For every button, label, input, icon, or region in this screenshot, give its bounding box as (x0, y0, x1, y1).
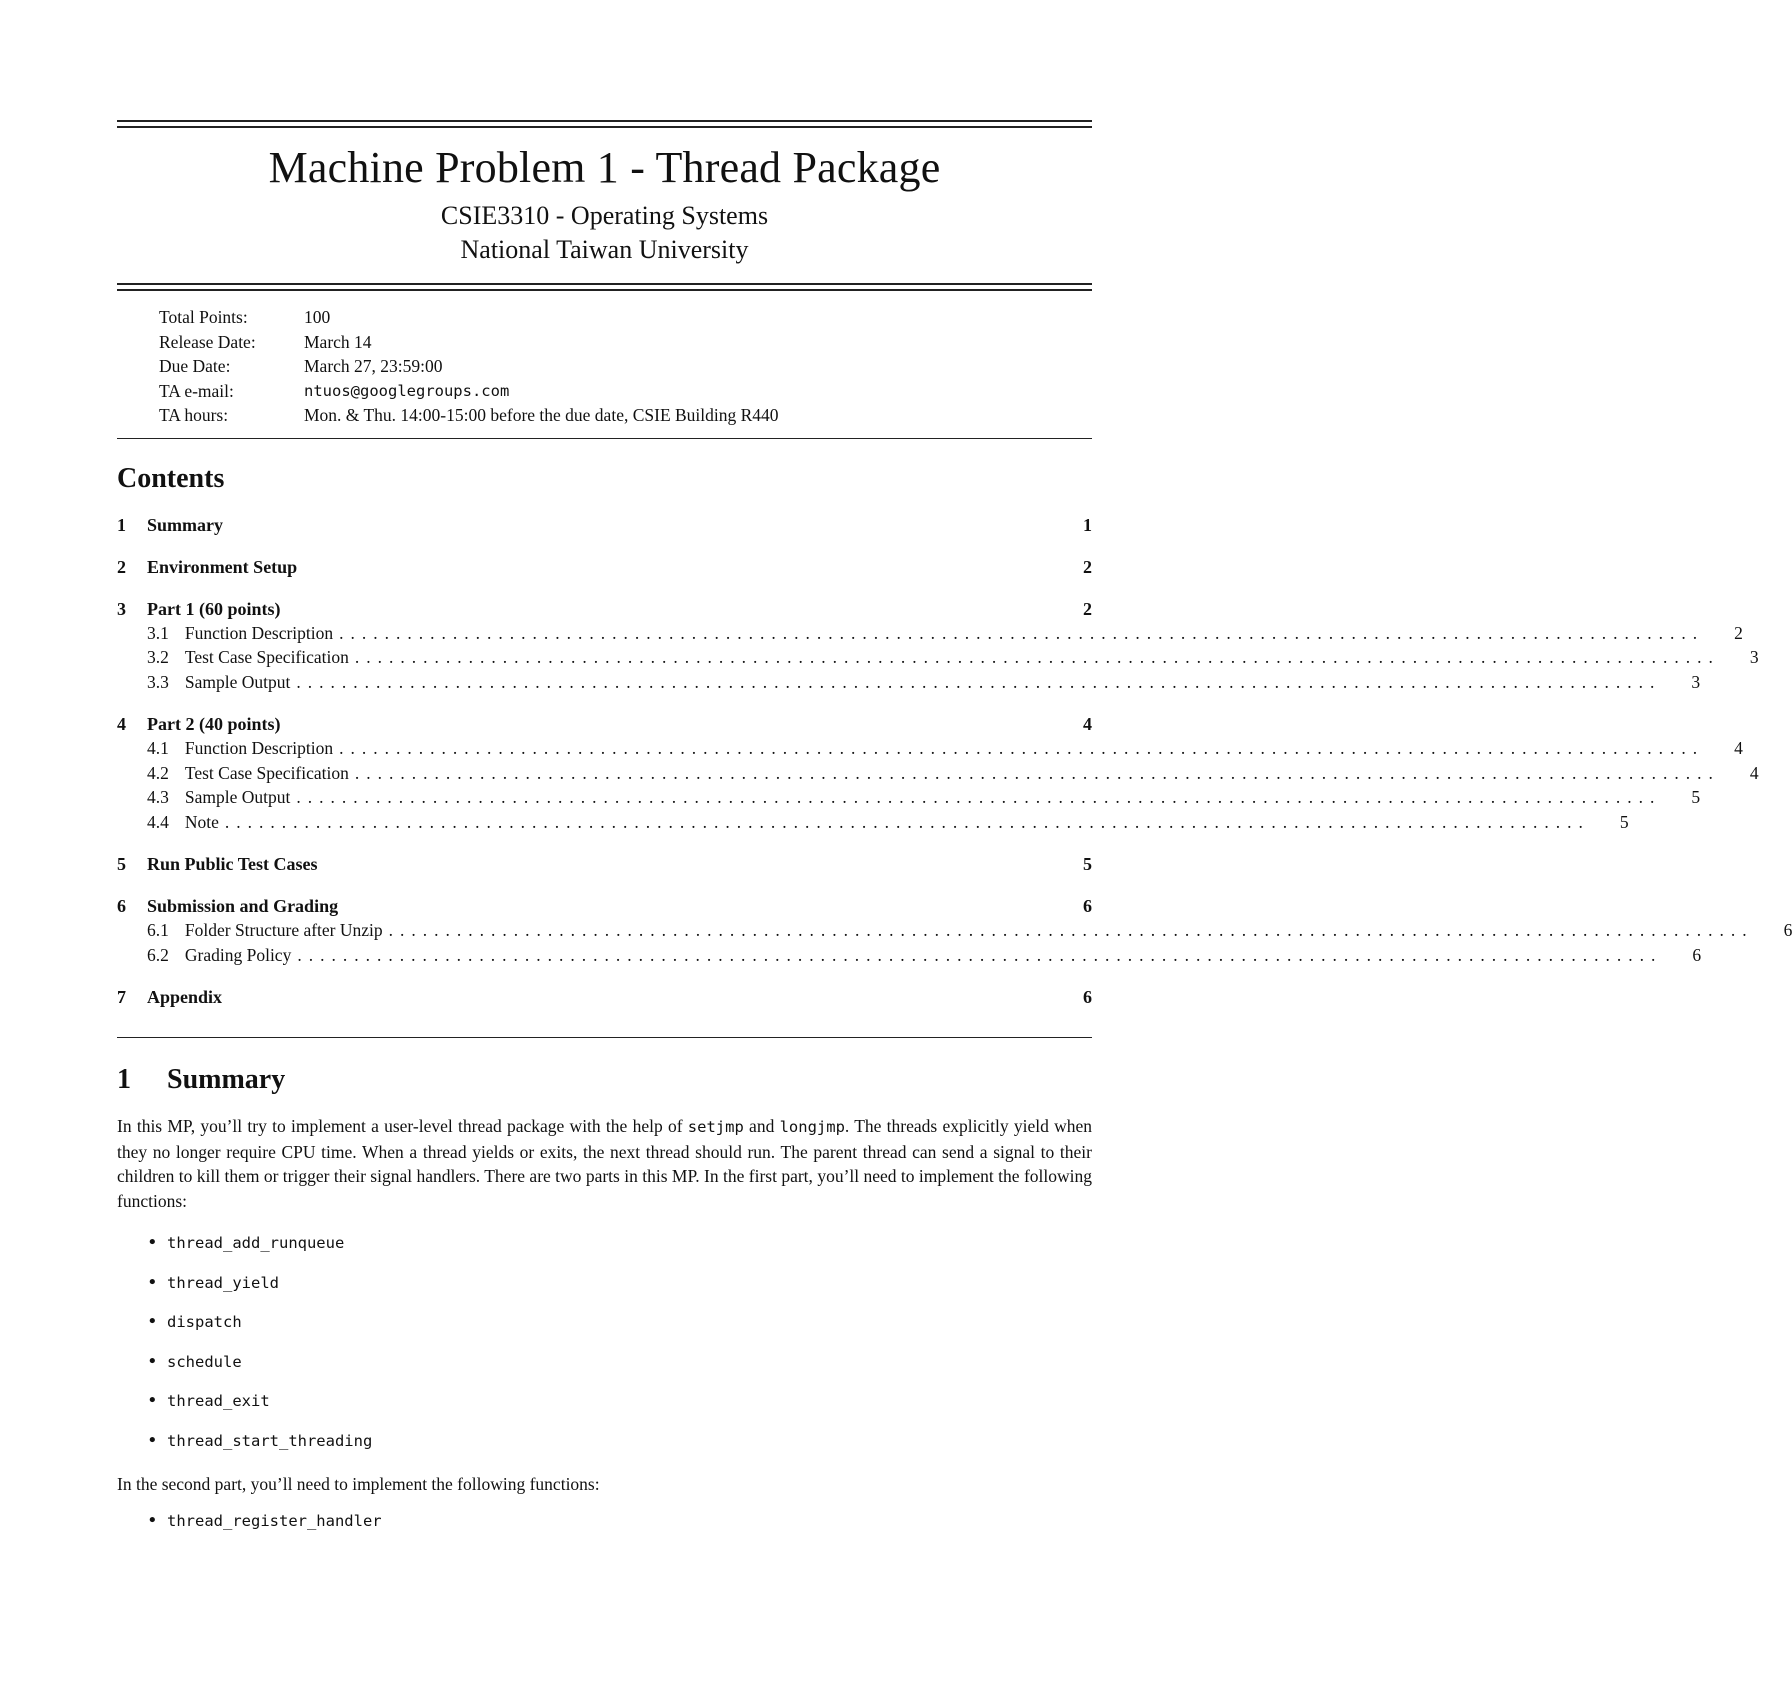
document-title: Machine Problem 1 - Thread Package (268, 143, 941, 192)
toc-page-number: 5 (1619, 811, 1629, 832)
toc-leader-dots: ........................................................................................................................ (297, 944, 1663, 965)
summary-text-a: In this MP, you’ll try to implement a user-level thread package with the help of (117, 1116, 688, 1136)
toc-section-title: Part 2 (40 points) (147, 714, 281, 734)
toc-section-title: Submission and Grading (147, 896, 339, 916)
toc-section[interactable] (117, 852, 1092, 876)
toc-page-number: 1 (1083, 514, 1092, 535)
toc-leader-dots: ........................................................................................................................ (388, 920, 1754, 940)
function-list-item (147, 1310, 1092, 1350)
toc-section-number: 5 (117, 854, 126, 874)
function-name: schedule (167, 1352, 242, 1371)
toc-subsection-number: 4.3 (147, 787, 169, 807)
toc-subsection[interactable] (117, 645, 1759, 670)
toc-page-number: 4 (1749, 762, 1759, 783)
toc-subsection[interactable] (117, 943, 1702, 968)
toc-page-number: 6 (1783, 920, 1792, 940)
function-list-item (147, 1271, 1092, 1311)
toc-page-number: 6 (1083, 987, 1092, 1007)
function-name: dispatch (167, 1313, 242, 1331)
course-name: CSIE3310 - Operating Systems (440, 201, 769, 230)
title-top-rule (117, 120, 1092, 128)
info-label: Total Points: (159, 307, 248, 327)
function-name: thread_add_runqueue (167, 1234, 345, 1252)
toc-page-number: 3 (1691, 671, 1701, 692)
function-name: thread_register_handler (167, 1511, 382, 1530)
summary-text-b: and (743, 1116, 780, 1136)
toc-subsection-title: Test Case Specification (184, 647, 349, 667)
toc-subsection-title: Grading Policy (184, 944, 292, 965)
toc-subsection-title: Folder Structure after Unzip (184, 920, 383, 940)
toc-subsection-number: 6.1 (147, 920, 169, 940)
toc-subsection-title: Function Description (184, 622, 334, 643)
toc-section-number: 6 (117, 896, 126, 916)
info-row (159, 330, 1092, 355)
toc-page-number: 2 (1734, 622, 1743, 643)
document-page (117, 0, 1792, 1548)
toc-section-number: 1 (117, 514, 126, 535)
toc-subsection-number: 3.2 (147, 647, 169, 667)
toc-section[interactable] (117, 555, 1092, 579)
info-label: Release Date: (159, 331, 256, 352)
toc-section[interactable] (117, 712, 1092, 736)
toc-page-number: 5 (1083, 854, 1092, 874)
toc-subsection[interactable] (117, 621, 1743, 646)
toc-leader-dots: ........................................................................................................................ (224, 811, 1590, 832)
assignment-info (159, 305, 1092, 428)
section-number: 1 (117, 1064, 131, 1095)
toc-subsection[interactable] (117, 810, 1629, 835)
section-title: Summary (167, 1064, 286, 1095)
toc-subsection-title: Sample Output (184, 671, 291, 692)
toc-leader-dots: ........................................................................................................................ (354, 762, 1720, 783)
part2-function-list (117, 1509, 1092, 1549)
toc-subsection-title: Function Description (184, 738, 334, 758)
function-list-item (147, 1231, 1092, 1271)
contents-rule (117, 1037, 1092, 1038)
info-row (159, 305, 1092, 330)
info-row (159, 403, 1092, 428)
toc-subsection-number: 3.1 (147, 622, 169, 643)
info-value: 100 (304, 307, 331, 327)
info-value[interactable]: ntuos@googlegroups.com (304, 381, 510, 400)
toc-page-number: 4 (1734, 738, 1743, 758)
toc-subsection-title: Test Case Specification (184, 762, 349, 783)
code-setjmp: setjmp (687, 1118, 744, 1136)
info-rule (117, 438, 1092, 439)
summary-text-c: . The threads explicitly yield when they no longer require CPU time. When a thread yields or exits, the next thread should run. The parent thread can send a signal to their children to kill them or trigger their signal handlers. There are two parts in this MP. In the first part, you’ll need to implement the following functions: (117, 1116, 1092, 1211)
function-name: thread_start_threading (167, 1431, 373, 1450)
info-row (159, 354, 1092, 379)
toc-section-number: 3 (117, 598, 126, 619)
toc-leader-dots: ........................................................................................................................ (339, 738, 1705, 758)
toc-leader-dots: ........................................................................................................................ (296, 671, 1662, 692)
toc-subsection[interactable] (117, 761, 1759, 786)
toc-section-number: 2 (117, 556, 126, 577)
toc-page-number: 6 (1083, 896, 1092, 916)
toc-section[interactable] (117, 985, 1092, 1009)
toc-page-number: 6 (1692, 944, 1702, 965)
toc-section-title: Part 1 (60 points) (147, 598, 281, 619)
info-value: March 27, 23:59:00 (304, 356, 443, 376)
title-bottom-rule (117, 283, 1092, 291)
toc-subsection-title: Note (184, 811, 219, 832)
toc-section[interactable] (117, 513, 1092, 537)
function-list-item (147, 1429, 1092, 1469)
toc-section[interactable] (117, 894, 1092, 918)
info-row (159, 379, 1092, 404)
info-value: March 14 (304, 331, 372, 352)
toc-subsection[interactable] (117, 670, 1701, 695)
function-name: thread_exit (167, 1392, 270, 1410)
toc-page-number: 3 (1749, 647, 1759, 667)
toc-subsection-title: Sample Output (184, 787, 291, 807)
info-label: TA e-mail: (159, 380, 234, 401)
toc-page-number: 2 (1083, 598, 1092, 619)
summary-paragraph (117, 1114, 1092, 1213)
contents-heading: Contents (117, 462, 225, 494)
info-label: Due Date: (159, 356, 231, 376)
toc-subsection[interactable] (117, 736, 1743, 761)
section-summary-title (117, 1064, 1092, 1096)
toc-subsection[interactable] (117, 785, 1701, 810)
toc-leader-dots: ........................................................................................................................ (354, 647, 1720, 667)
function-name: thread_yield (167, 1273, 279, 1292)
function-list-item (147, 1509, 1092, 1549)
toc-section-title: Appendix (147, 987, 223, 1007)
toc-section-title: Environment Setup (147, 556, 298, 577)
part1-function-list (117, 1231, 1092, 1468)
toc-subsection-number: 3.3 (147, 671, 169, 692)
toc-subsection-number: 4.1 (147, 738, 169, 758)
table-of-contents (117, 513, 1792, 1010)
university-name: National Taiwan University (460, 235, 749, 264)
toc-subsection-number: 4.4 (147, 811, 169, 832)
toc-subsection-number: 6.2 (147, 944, 169, 965)
function-list-item (147, 1350, 1092, 1390)
toc-subsection-number: 4.2 (147, 762, 169, 783)
toc-section-number: 7 (117, 987, 126, 1007)
code-longjmp: longjmp (779, 1118, 845, 1136)
info-value: Mon. & Thu. 14:00-15:00 before the due date, CSIE Building R440 (304, 405, 779, 425)
toc-page-number: 2 (1083, 556, 1092, 577)
toc-subsection[interactable] (117, 918, 1792, 943)
toc-leader-dots: ........................................................................................................................ (339, 622, 1705, 643)
toc-page-number: 5 (1691, 787, 1701, 807)
function-list-item (147, 1389, 1092, 1429)
toc-section-title: Run Public Test Cases (147, 854, 318, 874)
toc-page-number: 4 (1083, 714, 1092, 734)
toc-section-number: 4 (117, 714, 126, 734)
toc-leader-dots: ........................................................................................................................ (296, 787, 1662, 807)
part2-intro: In the second part, you’ll need to implement the following functions: (117, 1474, 600, 1494)
toc-section[interactable] (117, 597, 1092, 621)
toc-section-title: Summary (147, 514, 223, 535)
info-label: TA hours: (159, 405, 229, 425)
